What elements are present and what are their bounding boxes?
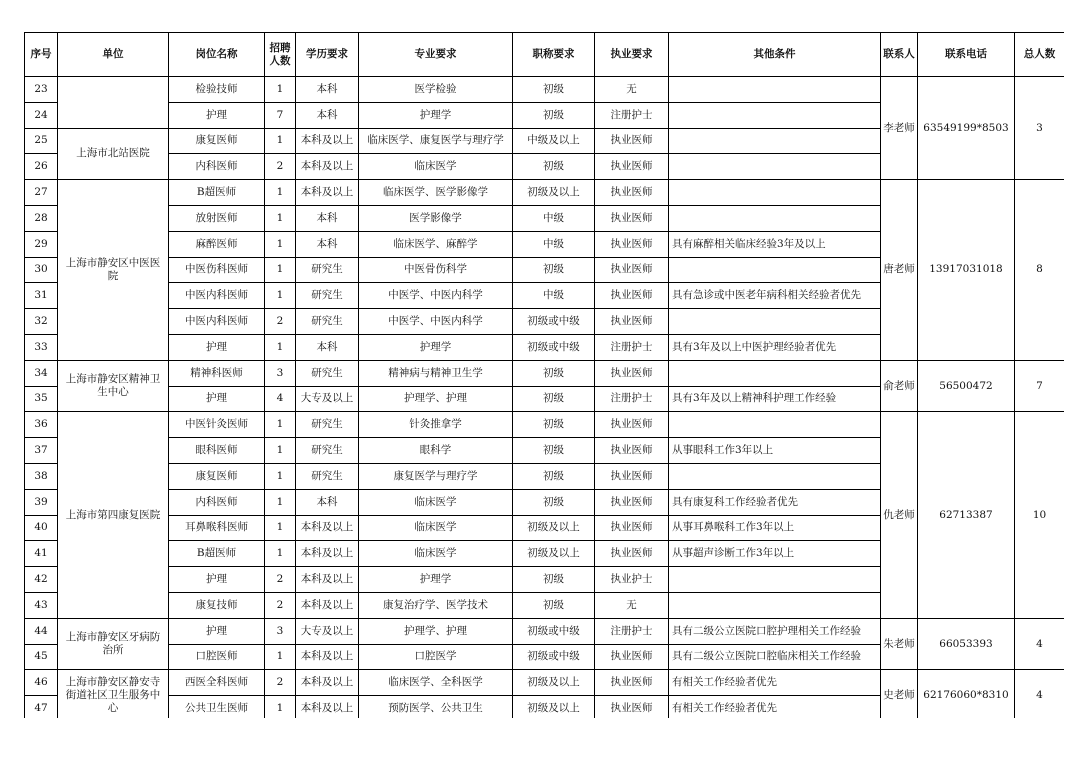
- hiring-count: 1: [265, 77, 296, 103]
- hiring-count: 1: [265, 412, 296, 438]
- education-requirement: 本科及以上: [296, 592, 359, 618]
- row-number: 45: [25, 644, 58, 670]
- major-requirement: 中医学、中医内科学: [359, 283, 513, 309]
- major-requirement: 护理学、护理: [359, 618, 513, 644]
- title-requirement: 初级: [513, 386, 595, 412]
- position-name: 精神科医师: [169, 360, 265, 386]
- recruitment-table-sheet: [24, 32, 1064, 718]
- title-requirement: 初级: [513, 438, 595, 464]
- table-row: [25, 412, 1065, 438]
- row-number: 26: [25, 154, 58, 180]
- header-no: 序号: [25, 33, 58, 77]
- position-name: 检验技师: [169, 77, 265, 103]
- row-number: 30: [25, 257, 58, 283]
- header-total: 总人数: [1015, 33, 1065, 77]
- row-number: 40: [25, 515, 58, 541]
- hiring-count: 1: [265, 231, 296, 257]
- other-conditions: [669, 592, 881, 618]
- title-requirement: 初级及以上: [513, 696, 595, 718]
- other-conditions: [669, 257, 881, 283]
- position-name: 中医内科医师: [169, 309, 265, 335]
- unit-name: [58, 77, 169, 129]
- title-requirement: 初级: [513, 102, 595, 128]
- title-requirement: 初级: [513, 257, 595, 283]
- table-body: [25, 77, 1065, 719]
- education-requirement: 研究生: [296, 257, 359, 283]
- table-row: [25, 618, 1065, 644]
- major-requirement: 医学检验: [359, 77, 513, 103]
- table-row: [25, 360, 1065, 386]
- recruitment-table: [24, 32, 1064, 718]
- other-conditions: 从事眼科工作3年以上: [669, 438, 881, 464]
- row-number: 39: [25, 489, 58, 515]
- header-unit: 单位: [58, 33, 169, 77]
- education-requirement: 研究生: [296, 309, 359, 335]
- education-requirement: 本科: [296, 489, 359, 515]
- title-requirement: 初级: [513, 489, 595, 515]
- education-requirement: 研究生: [296, 412, 359, 438]
- education-requirement: 大专及以上: [296, 618, 359, 644]
- education-requirement: 本科及以上: [296, 670, 359, 696]
- license-requirement: 注册护士: [595, 618, 669, 644]
- contact-person: 俞老师: [881, 360, 918, 412]
- other-conditions: 有相关工作经验者优先: [669, 696, 881, 718]
- title-requirement: 初级及以上: [513, 180, 595, 206]
- other-conditions: [669, 77, 881, 103]
- license-requirement: 执业医师: [595, 515, 669, 541]
- title-requirement: 中级: [513, 205, 595, 231]
- other-conditions: 具有3年及以上中医护理经验者优先: [669, 334, 881, 360]
- hiring-count: 1: [265, 541, 296, 567]
- license-requirement: 执业医师: [595, 257, 669, 283]
- title-requirement: 初级: [513, 592, 595, 618]
- hiring-count: 4: [265, 386, 296, 412]
- row-number: 36: [25, 412, 58, 438]
- header-education: 学历要求: [296, 33, 359, 77]
- major-requirement: 精神病与精神卫生学: [359, 360, 513, 386]
- header-license: 执业要求: [595, 33, 669, 77]
- hiring-count: 2: [265, 592, 296, 618]
- major-requirement: 康复医学与理疗学: [359, 463, 513, 489]
- major-requirement: 康复治疗学、医学技术: [359, 592, 513, 618]
- contact-phone: 62176060*8310: [918, 670, 1015, 718]
- hiring-count: 3: [265, 618, 296, 644]
- unit-name: 上海市静安区中医医院: [58, 180, 169, 361]
- license-requirement: 执业医师: [595, 644, 669, 670]
- header-phone: 联系电话: [918, 33, 1015, 77]
- header-contact: 联系人: [881, 33, 918, 77]
- total-count: 3: [1015, 77, 1065, 180]
- education-requirement: 研究生: [296, 360, 359, 386]
- major-requirement: 护理学: [359, 102, 513, 128]
- header-position: 岗位名称: [169, 33, 265, 77]
- hiring-count: 7: [265, 102, 296, 128]
- license-requirement: 注册护士: [595, 334, 669, 360]
- position-name: 公共卫生医师: [169, 696, 265, 718]
- license-requirement: 注册护士: [595, 102, 669, 128]
- hiring-count: 1: [265, 696, 296, 718]
- major-requirement: 临床医学: [359, 541, 513, 567]
- position-name: 口腔医师: [169, 644, 265, 670]
- education-requirement: 本科及以上: [296, 567, 359, 593]
- license-requirement: 执业医师: [595, 154, 669, 180]
- header-count: 招聘人数: [265, 33, 296, 77]
- hiring-count: 1: [265, 644, 296, 670]
- table-row: [25, 670, 1065, 696]
- header-row: [25, 33, 1065, 77]
- row-number: 32: [25, 309, 58, 335]
- header-title: 职称要求: [513, 33, 595, 77]
- major-requirement: 临床医学、麻醉学: [359, 231, 513, 257]
- contact-person: 仇老师: [881, 412, 918, 618]
- license-requirement: 执业医师: [595, 463, 669, 489]
- license-requirement: 执业医师: [595, 412, 669, 438]
- row-number: 43: [25, 592, 58, 618]
- title-requirement: 初级或中级: [513, 309, 595, 335]
- position-name: 麻醉医师: [169, 231, 265, 257]
- row-number: 42: [25, 567, 58, 593]
- major-requirement: 眼科学: [359, 438, 513, 464]
- major-requirement: 护理学、护理: [359, 386, 513, 412]
- header-major: 专业要求: [359, 33, 513, 77]
- position-name: B超医师: [169, 180, 265, 206]
- row-number: 31: [25, 283, 58, 309]
- hiring-count: 1: [265, 128, 296, 154]
- row-number: 33: [25, 334, 58, 360]
- row-number: 34: [25, 360, 58, 386]
- other-conditions: 有相关工作经验者优先: [669, 670, 881, 696]
- hiring-count: 2: [265, 670, 296, 696]
- license-requirement: 注册护士: [595, 386, 669, 412]
- major-requirement: 临床医学: [359, 489, 513, 515]
- row-number: 41: [25, 541, 58, 567]
- title-requirement: 中级: [513, 283, 595, 309]
- position-name: 中医内科医师: [169, 283, 265, 309]
- hiring-count: 2: [265, 567, 296, 593]
- major-requirement: 护理学: [359, 334, 513, 360]
- contact-person: 唐老师: [881, 180, 918, 361]
- title-requirement: 初级: [513, 77, 595, 103]
- other-conditions: [669, 180, 881, 206]
- hiring-count: 1: [265, 283, 296, 309]
- title-requirement: 初级或中级: [513, 334, 595, 360]
- license-requirement: 执业护士: [595, 567, 669, 593]
- major-requirement: 临床医学、医学影像学: [359, 180, 513, 206]
- title-requirement: 初级: [513, 154, 595, 180]
- row-number: 47: [25, 696, 58, 718]
- row-number: 46: [25, 670, 58, 696]
- hiring-count: 1: [265, 205, 296, 231]
- title-requirement: 初级: [513, 463, 595, 489]
- position-name: 康复医师: [169, 463, 265, 489]
- other-conditions: 从事超声诊断工作3年以上: [669, 541, 881, 567]
- position-name: 耳鼻喉科医师: [169, 515, 265, 541]
- major-requirement: 医学影像学: [359, 205, 513, 231]
- education-requirement: 本科及以上: [296, 644, 359, 670]
- title-requirement: 初级或中级: [513, 618, 595, 644]
- position-name: 护理: [169, 102, 265, 128]
- education-requirement: 本科: [296, 205, 359, 231]
- unit-name: 上海市静安区精神卫生中心: [58, 360, 169, 412]
- major-requirement: 临床医学、康复医学与理疗学: [359, 128, 513, 154]
- position-name: 眼科医师: [169, 438, 265, 464]
- major-requirement: 临床医学、全科医学: [359, 670, 513, 696]
- title-requirement: 初级: [513, 412, 595, 438]
- total-count: 10: [1015, 412, 1065, 618]
- other-conditions: [669, 463, 881, 489]
- total-count: 7: [1015, 360, 1065, 412]
- unit-name: 上海市北站医院: [58, 128, 169, 180]
- education-requirement: 本科及以上: [296, 696, 359, 718]
- license-requirement: 无: [595, 592, 669, 618]
- education-requirement: 研究生: [296, 283, 359, 309]
- education-requirement: 本科及以上: [296, 128, 359, 154]
- other-conditions: 具有急诊或中医老年病科相关经验者优先: [669, 283, 881, 309]
- license-requirement: 无: [595, 77, 669, 103]
- row-number: 24: [25, 102, 58, 128]
- other-conditions: 具有麻醉相关临床经验3年及以上: [669, 231, 881, 257]
- total-count: 8: [1015, 180, 1065, 361]
- license-requirement: 执业医师: [595, 180, 669, 206]
- other-conditions: [669, 360, 881, 386]
- hiring-count: 1: [265, 515, 296, 541]
- license-requirement: 执业医师: [595, 670, 669, 696]
- other-conditions: 具有康复科工作经验者优先: [669, 489, 881, 515]
- hiring-count: 1: [265, 334, 296, 360]
- other-conditions: 具有二级公立医院口腔临床相关工作经验: [669, 644, 881, 670]
- contact-person: 史老师: [881, 670, 918, 718]
- license-requirement: 执业医师: [595, 360, 669, 386]
- contact-person: 朱老师: [881, 618, 918, 670]
- hiring-count: 2: [265, 309, 296, 335]
- contact-phone: 62713387: [918, 412, 1015, 618]
- total-count: 4: [1015, 670, 1065, 718]
- title-requirement: 中级: [513, 231, 595, 257]
- other-conditions: [669, 412, 881, 438]
- hiring-count: 1: [265, 438, 296, 464]
- position-name: 西医全科医师: [169, 670, 265, 696]
- header-other: 其他条件: [669, 33, 881, 77]
- contact-person: 李老师: [881, 77, 918, 180]
- major-requirement: 临床医学: [359, 515, 513, 541]
- title-requirement: 初级及以上: [513, 541, 595, 567]
- title-requirement: 初级及以上: [513, 670, 595, 696]
- education-requirement: 本科: [296, 77, 359, 103]
- education-requirement: 本科及以上: [296, 541, 359, 567]
- position-name: 康复医师: [169, 128, 265, 154]
- other-conditions: [669, 128, 881, 154]
- title-requirement: 初级: [513, 360, 595, 386]
- other-conditions: 从事耳鼻喉科工作3年以上: [669, 515, 881, 541]
- position-name: 护理: [169, 334, 265, 360]
- row-number: 27: [25, 180, 58, 206]
- title-requirement: 初级或中级: [513, 644, 595, 670]
- position-name: 护理: [169, 386, 265, 412]
- position-name: B超医师: [169, 541, 265, 567]
- major-requirement: 中医学、中医内科学: [359, 309, 513, 335]
- other-conditions: [669, 102, 881, 128]
- education-requirement: 本科及以上: [296, 515, 359, 541]
- position-name: 中医伤科医师: [169, 257, 265, 283]
- other-conditions: [669, 309, 881, 335]
- row-number: 28: [25, 205, 58, 231]
- other-conditions: 具有二级公立医院口腔护理相关工作经验: [669, 618, 881, 644]
- license-requirement: 执业医师: [595, 283, 669, 309]
- major-requirement: 预防医学、公共卫生: [359, 696, 513, 718]
- education-requirement: 本科及以上: [296, 180, 359, 206]
- table-row: [25, 180, 1065, 206]
- other-conditions: [669, 205, 881, 231]
- hiring-count: 1: [265, 180, 296, 206]
- position-name: 内科医师: [169, 154, 265, 180]
- title-requirement: 初级及以上: [513, 515, 595, 541]
- position-name: 康复技师: [169, 592, 265, 618]
- row-number: 37: [25, 438, 58, 464]
- license-requirement: 执业医师: [595, 231, 669, 257]
- education-requirement: 研究生: [296, 463, 359, 489]
- education-requirement: 大专及以上: [296, 386, 359, 412]
- license-requirement: 执业医师: [595, 438, 669, 464]
- contact-phone: 63549199*8503: [918, 77, 1015, 180]
- hiring-count: 1: [265, 257, 296, 283]
- license-requirement: 执业医师: [595, 205, 669, 231]
- position-name: 内科医师: [169, 489, 265, 515]
- license-requirement: 执业医师: [595, 541, 669, 567]
- major-requirement: 中医骨伤科学: [359, 257, 513, 283]
- row-number: 29: [25, 231, 58, 257]
- title-requirement: 中级及以上: [513, 128, 595, 154]
- education-requirement: 本科: [296, 334, 359, 360]
- hiring-count: 3: [265, 360, 296, 386]
- row-number: 44: [25, 618, 58, 644]
- contact-phone: 66053393: [918, 618, 1015, 670]
- license-requirement: 执业医师: [595, 128, 669, 154]
- license-requirement: 执业医师: [595, 309, 669, 335]
- education-requirement: 本科: [296, 102, 359, 128]
- education-requirement: 本科: [296, 231, 359, 257]
- total-count: 4: [1015, 618, 1065, 670]
- license-requirement: 执业医师: [595, 696, 669, 718]
- position-name: 中医针灸医师: [169, 412, 265, 438]
- license-requirement: 执业医师: [595, 489, 669, 515]
- position-name: 护理: [169, 618, 265, 644]
- hiring-count: 1: [265, 463, 296, 489]
- other-conditions: 具有3年及以上精神科护理工作经验: [669, 386, 881, 412]
- title-requirement: 初级: [513, 567, 595, 593]
- education-requirement: 研究生: [296, 438, 359, 464]
- other-conditions: [669, 154, 881, 180]
- major-requirement: 护理学: [359, 567, 513, 593]
- contact-phone: 56500472: [918, 360, 1015, 412]
- major-requirement: 针灸推拿学: [359, 412, 513, 438]
- row-number: 38: [25, 463, 58, 489]
- contact-phone: 13917031018: [918, 180, 1015, 361]
- row-number: 23: [25, 77, 58, 103]
- other-conditions: [669, 567, 881, 593]
- unit-name: 上海市静安区牙病防治所: [58, 618, 169, 670]
- major-requirement: 口腔医学: [359, 644, 513, 670]
- hiring-count: 1: [265, 489, 296, 515]
- position-name: 护理: [169, 567, 265, 593]
- unit-name: 上海市静安区静安寺街道社区卫生服务中心: [58, 670, 169, 718]
- row-number: 25: [25, 128, 58, 154]
- hiring-count: 2: [265, 154, 296, 180]
- major-requirement: 临床医学: [359, 154, 513, 180]
- education-requirement: 本科及以上: [296, 154, 359, 180]
- table-row: [25, 77, 1065, 103]
- row-number: 35: [25, 386, 58, 412]
- position-name: 放射医师: [169, 205, 265, 231]
- unit-name: 上海市第四康复医院: [58, 412, 169, 618]
